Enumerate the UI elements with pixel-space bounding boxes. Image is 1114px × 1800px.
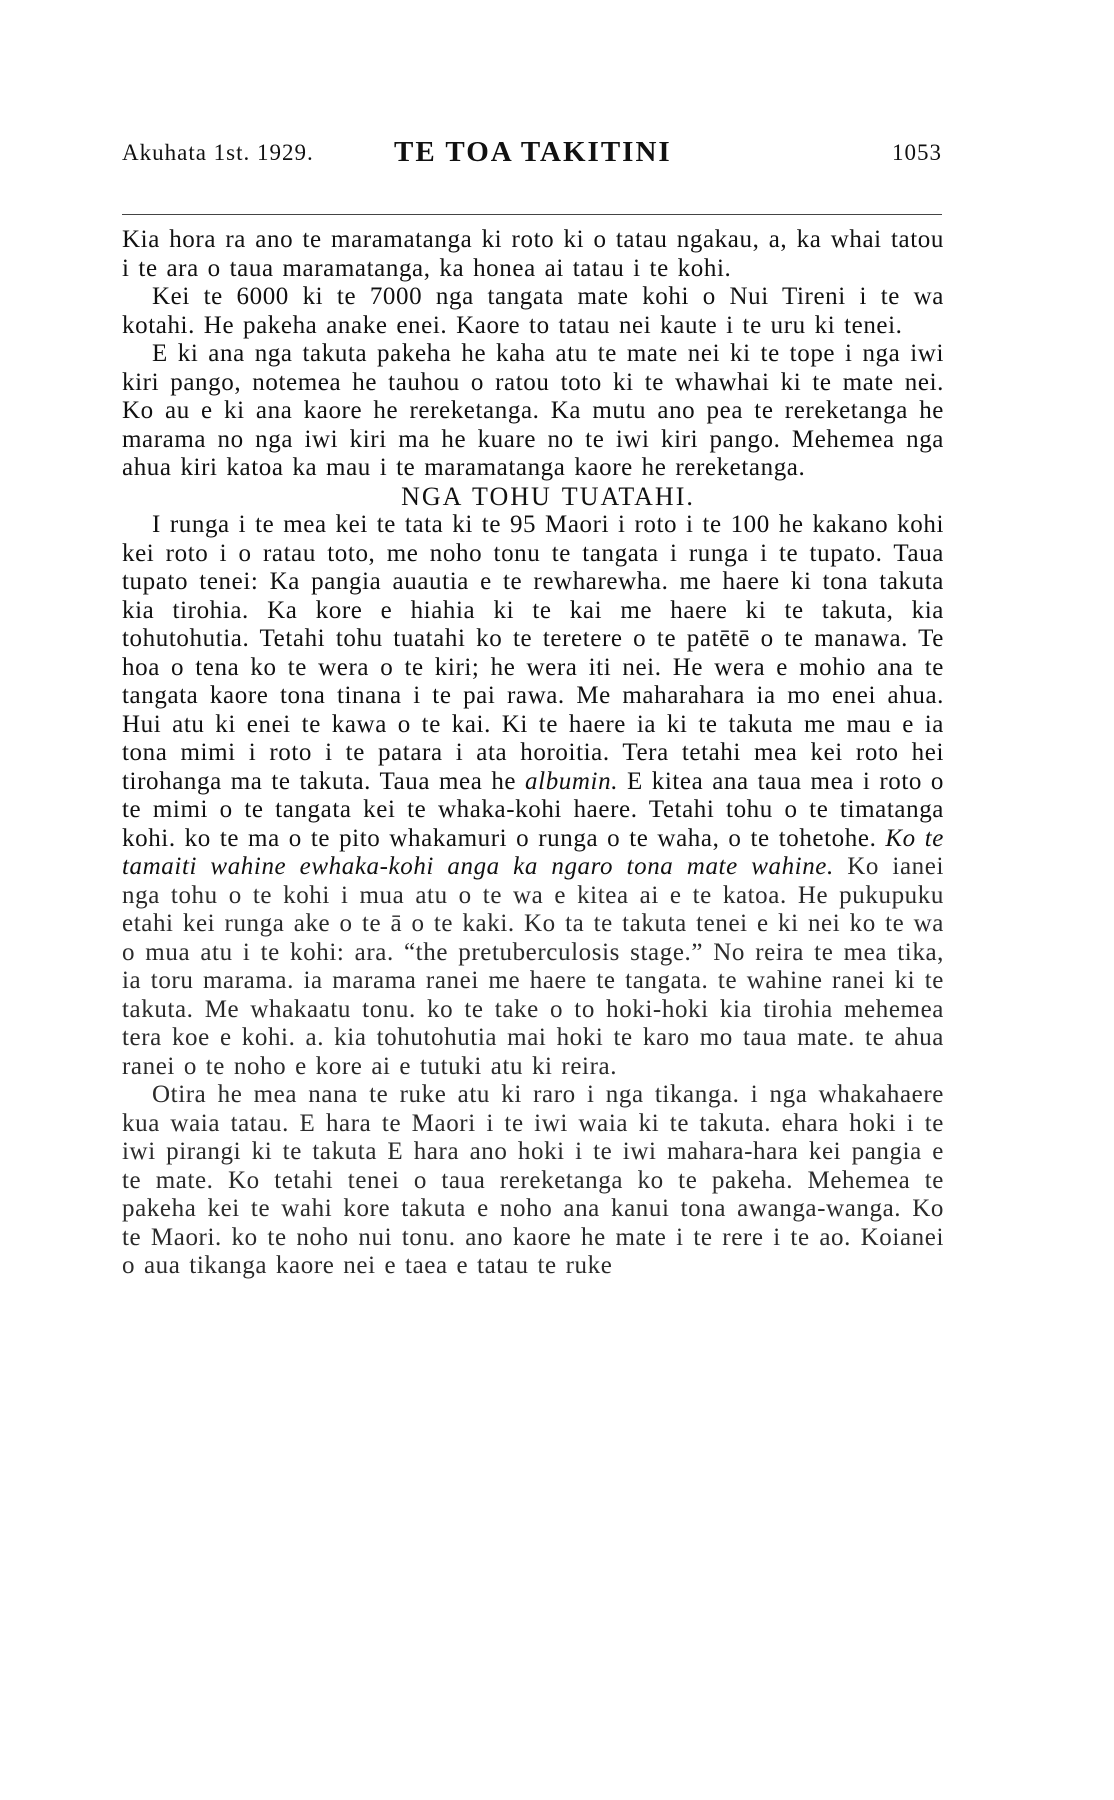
- page-number: 1053: [892, 140, 942, 165]
- paragraph-4: [122, 511, 944, 1081]
- paragraph-4-italic-sentence: Ko te tamaiti wahine ewhaka-kohi anga ka ngaro tona mate wahine.: [122, 824, 944, 880]
- journal-title: TE TOA TAKITINI: [394, 136, 672, 168]
- header-date: Akuhata 1st. 1929.: [122, 140, 314, 165]
- section-heading: NGA TOHU TUATAHI.: [401, 481, 695, 511]
- paragraph-4-italic-term: albumin.: [525, 767, 619, 795]
- paragraph-4-text-a: I runga i te mea kei te tata ki te 95 Maori i roto i te 100 he kakano kohi kei roto i o ratau toto, me noho tonu te tangata i runga i te tupato. Taua tupato tenei: Ka pangia auautia e te rewharewha. me haere ki tona takuta kia tirohia. Ka kore e hiahia ki te kai me haere ki te takuta, kia tohutohutia. Tetahi tohu tuatahi ko te teretere o te patētē o te manawa. Te hoa o tena ko te wera o te kiri; he wera iti nei. He wera e mohio ana te tangata kaore tona tinana i te pai rawa. Me maharahara ia mo enei ahua. Hui atu ki enei te kawa o te kai. Ki te haere ia ki te takuta me mau e ia tona mimi i roto i te patara i ata horoitia. Tera tetahi mea kei roto hei tirohanga ma te takuta. Taua mea he: [122, 511, 944, 795]
- paragraph-2: Kei te 6000 ki te 7000 nga tangata mate kohi o Nui Tireni i te wa kotahi. He pakeha anake enei. Kaore to tatau nei kaute i te uru ki tenei.: [122, 283, 944, 339]
- running-header: [122, 136, 942, 180]
- article-body: [122, 226, 944, 1281]
- header-divider: [122, 214, 942, 215]
- paragraph-3: E ki ana nga takuta pakeha he kaha atu te mate nei ki te tope i nga iwi kiri pango, notemea he tauhou o ratou toto ki te whawhai ki te mate nei. Ko au e ki ana kaore he rereketanga. Ka mutu ano pea te rereketanga he marama no nga iwi kiri ma he kuare no te iwi kiri pango. Mehemea nga ahua kiri katoa ka mau i te maramatanga kaore he rereketanga.: [122, 340, 944, 481]
- paragraph-4-text-b: E kitea ana taua mea i roto o te mimi o te tangata kei te whaka-kohi haere. Tetahi tohu o te timatanga kohi. ko te ma o te pito whakamuri o runga o te waha, o te tohetohe.: [122, 767, 944, 852]
- paragraph-1: Kia hora ra ano te maramatanga ki roto ki o tatau ngakau, a, ka whai tatou i te ara o taua maramatanga, ka honea ai tatau i te kohi.: [122, 226, 944, 282]
- paragraph-5: Otira he mea nana te ruke atu ki raro i nga tikanga. i nga whakahaere kua waia tatau. E hara te Maori i te iwi waia ki te takuta. ehara hoki i te iwi pirangi ki te takuta E hara ano hoki i te iwi mahara-hara kei pangia e te mate. Ko tetahi tenei o taua rereketanga ko te pakeha. Mehemea te pakeha kei te wahi kore takuta e noho ana kanui tona awanga-wanga. Ko te Maori. ko te noho nui tonu. ano kaore he mate i te rere i te ao. Koianei o aua tikanga kaore nei e taea e tatau te ruke: [122, 1081, 944, 1279]
- paragraph-4-text-c: Ko ianei nga tohu o te kohi i mua atu o te wa e kitea ai e te katoa. He pukupuku etahi kei runga ake o te ā o te kaki. Ko ta te takuta tenei e ki nei ko te wa o mua atu i te kohi: ara. “the pretuberculosis stage.” No reira te mea tika, ia toru marama. ia marama ranei me haere te tangata. te wahine ranei ki te takuta. Me whakaatu tonu. ko te take o to hoki-hoki kia tirohia mehemea tera koe e kohi. a. kia tohutohutia mai hoki te karo mo taua mate. te ahua ranei o te noho e kore ai e tutuki atu ki reira.: [122, 853, 944, 1080]
